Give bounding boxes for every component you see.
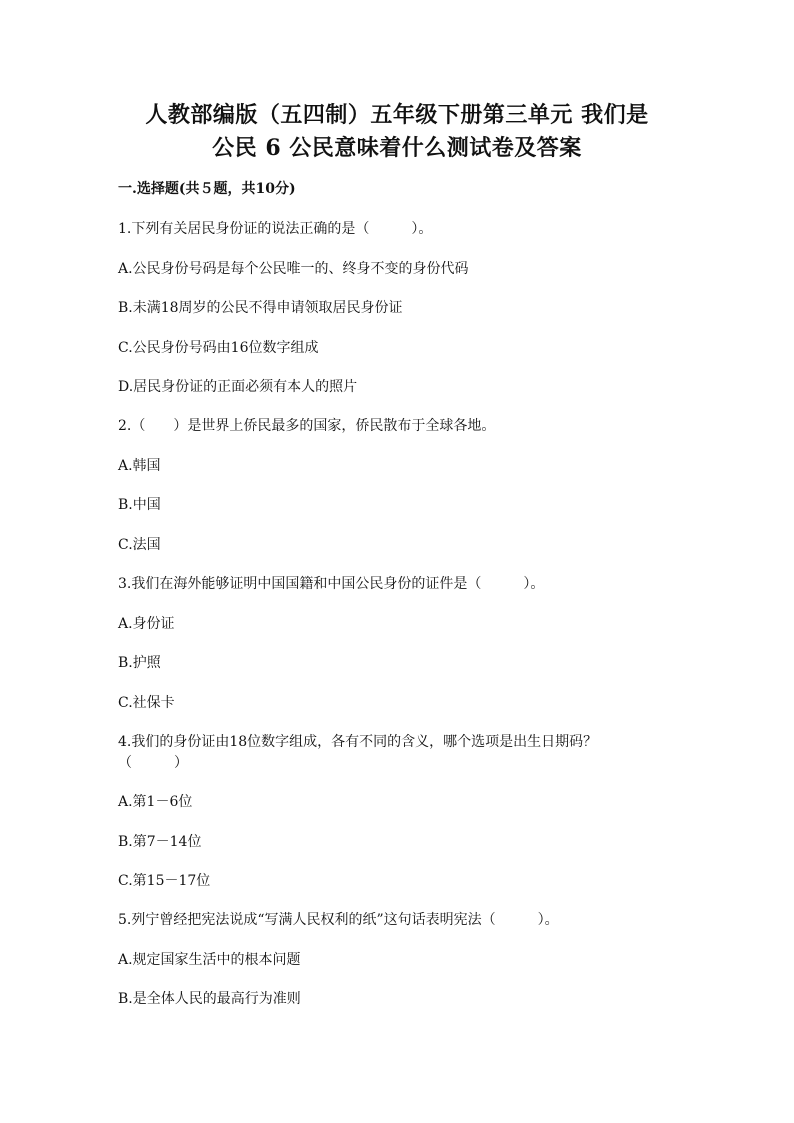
question-1-option-c: C.公民身份号码由16位数字组成 <box>118 340 319 356</box>
question-4-option-c: C.第15－17位 <box>118 873 211 889</box>
section-heading: 一.选择题(共５题，共10分) <box>118 181 296 197</box>
question-5-stem: 5.列宁曾经把宪法说成“写满人民权利的纸”这句话表明宪法（ ）。 <box>118 912 559 928</box>
document-title-line-2: 公民 6 公民意味着什么测试卷及答案 <box>212 135 582 161</box>
question-5-option-a: A.规定国家生活中的根本问题 <box>118 952 301 968</box>
question-4-stem-continued: （ ） <box>118 755 188 771</box>
document-title-line-1: 人教部编版（五四制）五年级下册第三单元 我们是 <box>145 102 649 128</box>
question-2-stem: 2.（ ）是世界上侨民最多的国家，侨民散布于全球各地。 <box>118 418 496 434</box>
question-3-option-a: A.身份证 <box>118 616 175 632</box>
question-1-option-a: A.公民身份号码是每个公民唯一的、终身不变的身份代码 <box>118 261 469 277</box>
question-5-option-b: B.是全体人民的最高行为准则 <box>118 991 301 1007</box>
question-2-option-c: C.法国 <box>118 537 161 553</box>
question-4-option-b: B.第7－14位 <box>118 834 202 850</box>
question-1-option-b: B.未满18周岁的公民不得申请领取居民身份证 <box>118 300 403 316</box>
question-3-option-c: C.社保卡 <box>118 695 175 711</box>
question-1-option-d: D.居民身份证的正面必须有本人的照片 <box>118 379 358 395</box>
question-4-stem: 4.我们的身份证由18位数字组成，各有不同的含义，哪个选项是出生日期码？ <box>118 734 598 750</box>
question-3-option-b: B.护照 <box>118 655 161 671</box>
question-1-stem: 1.下列有关居民身份证的说法正确的是（ ）。 <box>118 221 433 237</box>
question-2-option-b: B.中国 <box>118 497 161 513</box>
question-3-stem: 3.我们在海外能够证明中国国籍和中国公民身份的证件是（ ）。 <box>118 576 545 592</box>
question-2-option-a: A.韩国 <box>118 458 161 474</box>
question-4-option-a: A.第1－6位 <box>118 794 193 810</box>
